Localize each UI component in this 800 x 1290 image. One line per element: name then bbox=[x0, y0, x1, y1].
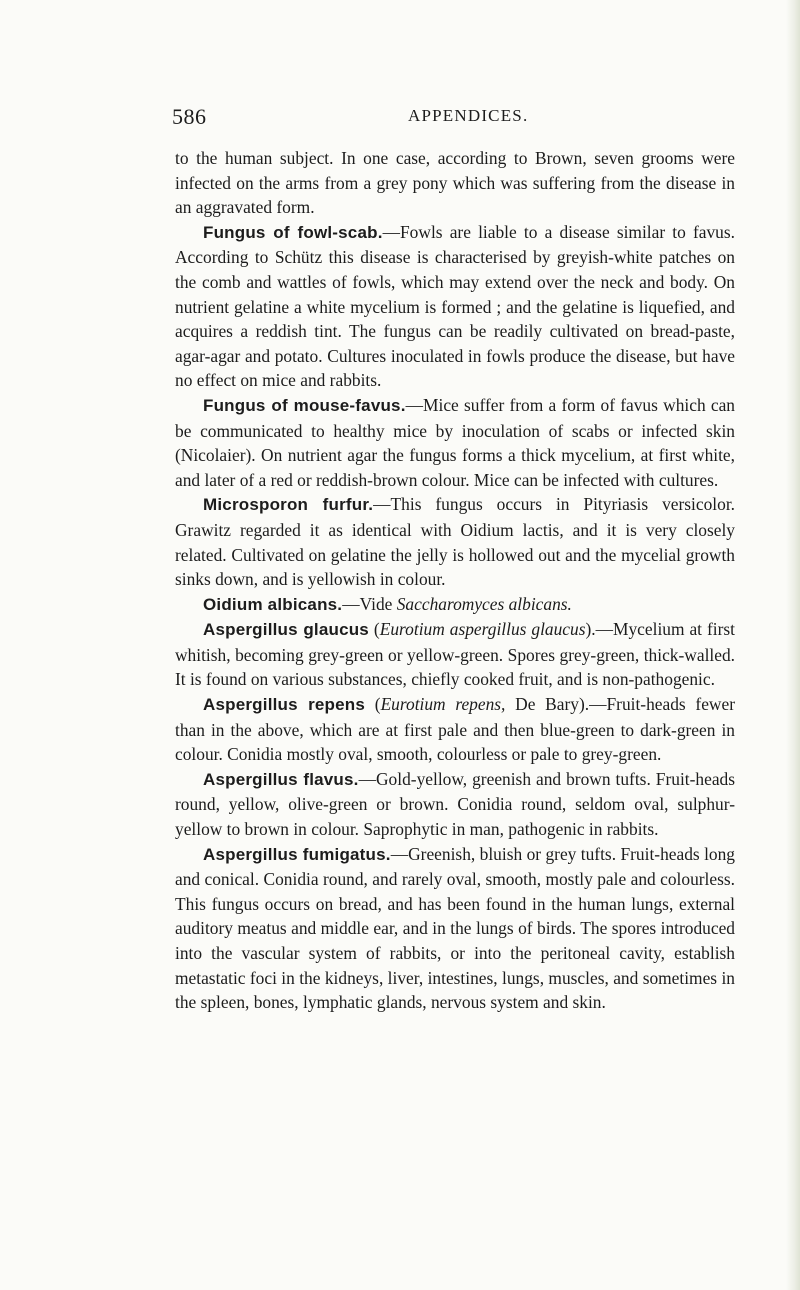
entry-microsporon-furfur bbox=[175, 492, 735, 591]
entry-heading: Fungus of mouse-favus. bbox=[203, 395, 406, 415]
entry-body-pre: ( bbox=[365, 694, 381, 715]
paragraph-continuation bbox=[175, 146, 735, 220]
entry-body: —Fowls are liable to a disease similar to favus. According to Schütz this disease is characterised by greyish-white patches on the comb and wattles of fowls, which may extend over the neck and body. On nutrient gelatine a white mycelium is formed ; and the gelatine is liquefied, and acquires a reddish tint. The fungus can be readily cultivated on bread-paste, agar-agar and potato. Cultures inoculated in fowls produce the disease, but have no effect on mice and rabbits. bbox=[175, 221, 735, 391]
entry-heading: Fungus of fowl-scab. bbox=[203, 222, 383, 242]
entry-aspergillus-repens bbox=[175, 692, 735, 767]
entry-aspergillus-flavus bbox=[175, 767, 735, 842]
page-number: 586 bbox=[172, 104, 207, 129]
entry-mouse-favus bbox=[175, 393, 735, 492]
entry-italic: Saccharomyces albicans. bbox=[396, 593, 572, 614]
entry-aspergillus-glaucus bbox=[175, 617, 735, 692]
entry-heading: Aspergillus glaucus bbox=[203, 620, 369, 640]
entry-body-pre: —Vide bbox=[342, 593, 397, 614]
entry-aspergillus-fumigatus bbox=[175, 842, 735, 1015]
entry-body-pre: ( bbox=[368, 619, 380, 640]
entry-heading: Aspergillus repens bbox=[203, 695, 366, 715]
page-header bbox=[172, 104, 692, 134]
entry-italic: Eurotium aspergillus glaucus bbox=[379, 619, 586, 640]
running-head: APPENDICES. bbox=[408, 106, 529, 125]
entry-body: —This fungus occurs in Pityriasis versicolor. Grawitz regarded it as identical with Oidium lactis, and it is very closely related. Cultivated on gelatine the jelly is hollowed out and the mycelial growth sinks down, and is yellowish in colour. bbox=[175, 494, 735, 590]
entry-heading: Aspergillus flavus. bbox=[203, 769, 359, 789]
entry-oidium-albicans bbox=[175, 592, 735, 618]
entry-heading: Aspergillus fumigatus. bbox=[203, 844, 391, 864]
entry-italic: Eurotium repens, bbox=[380, 694, 506, 715]
entry-body: ).—Mycelium at first whitish, becoming grey-green or yellow-green. Spores grey-green, thick-walled. It is found on various substances, chiefly cooked fruit, and is non-pathogenic. bbox=[175, 619, 735, 690]
page-edge bbox=[786, 0, 800, 1290]
entry-body: —Gold-yellow, greenish and brown tufts. Fruit-heads round, yellow, olive-green or brown. Conidia round, seldom oval, sulphur-yellow to brown in colour. Saprophytic in man, pathogenic in rabbits. bbox=[175, 768, 735, 840]
entry-fowl-scab bbox=[175, 220, 735, 393]
paragraph-body: to the human subject. In one case, according to Brown, seven grooms were infected on the arms from a grey pony which was suffering from the disease in an aggravated form. bbox=[175, 148, 735, 218]
body-text bbox=[175, 146, 735, 1015]
entry-body: De Bary).—Fruit-heads fewer than in the above, which are at first pale and then blue-green to dark-green in colour. Conidia mostly oval, smooth, colourless or pale to grey-green. bbox=[175, 694, 736, 765]
entry-body: —Mice suffer from a form of favus which can be communicated to healthy mice by inoculation of scabs or infected skin (Nicolaier). On nutrient agar the fungus forms a thick mycelium, at first white, and later of a red or reddish-brown colour. Mice can be infected with cultures. bbox=[175, 394, 736, 490]
entry-body: —Greenish, bluish or grey tufts. Fruit-heads long and conical. Conidia round, and rarely oval, smooth, mostly pale and colourless. This fungus occurs on bread, and has been found in the human lungs, external auditory meatus and middle ear, and in the lungs of birds. The spores introduced into the vascular system of rabbits, or into the peritoneal cavity, establish metastatic foci in the kidneys, liver, intestines, lungs, muscles, and sometimes in the spleen, bones, lymphatic glands, nervous system and skin. bbox=[175, 843, 735, 1013]
entry-heading: Microsporon furfur. bbox=[203, 495, 374, 515]
entry-heading: Oidium albicans. bbox=[203, 594, 343, 614]
